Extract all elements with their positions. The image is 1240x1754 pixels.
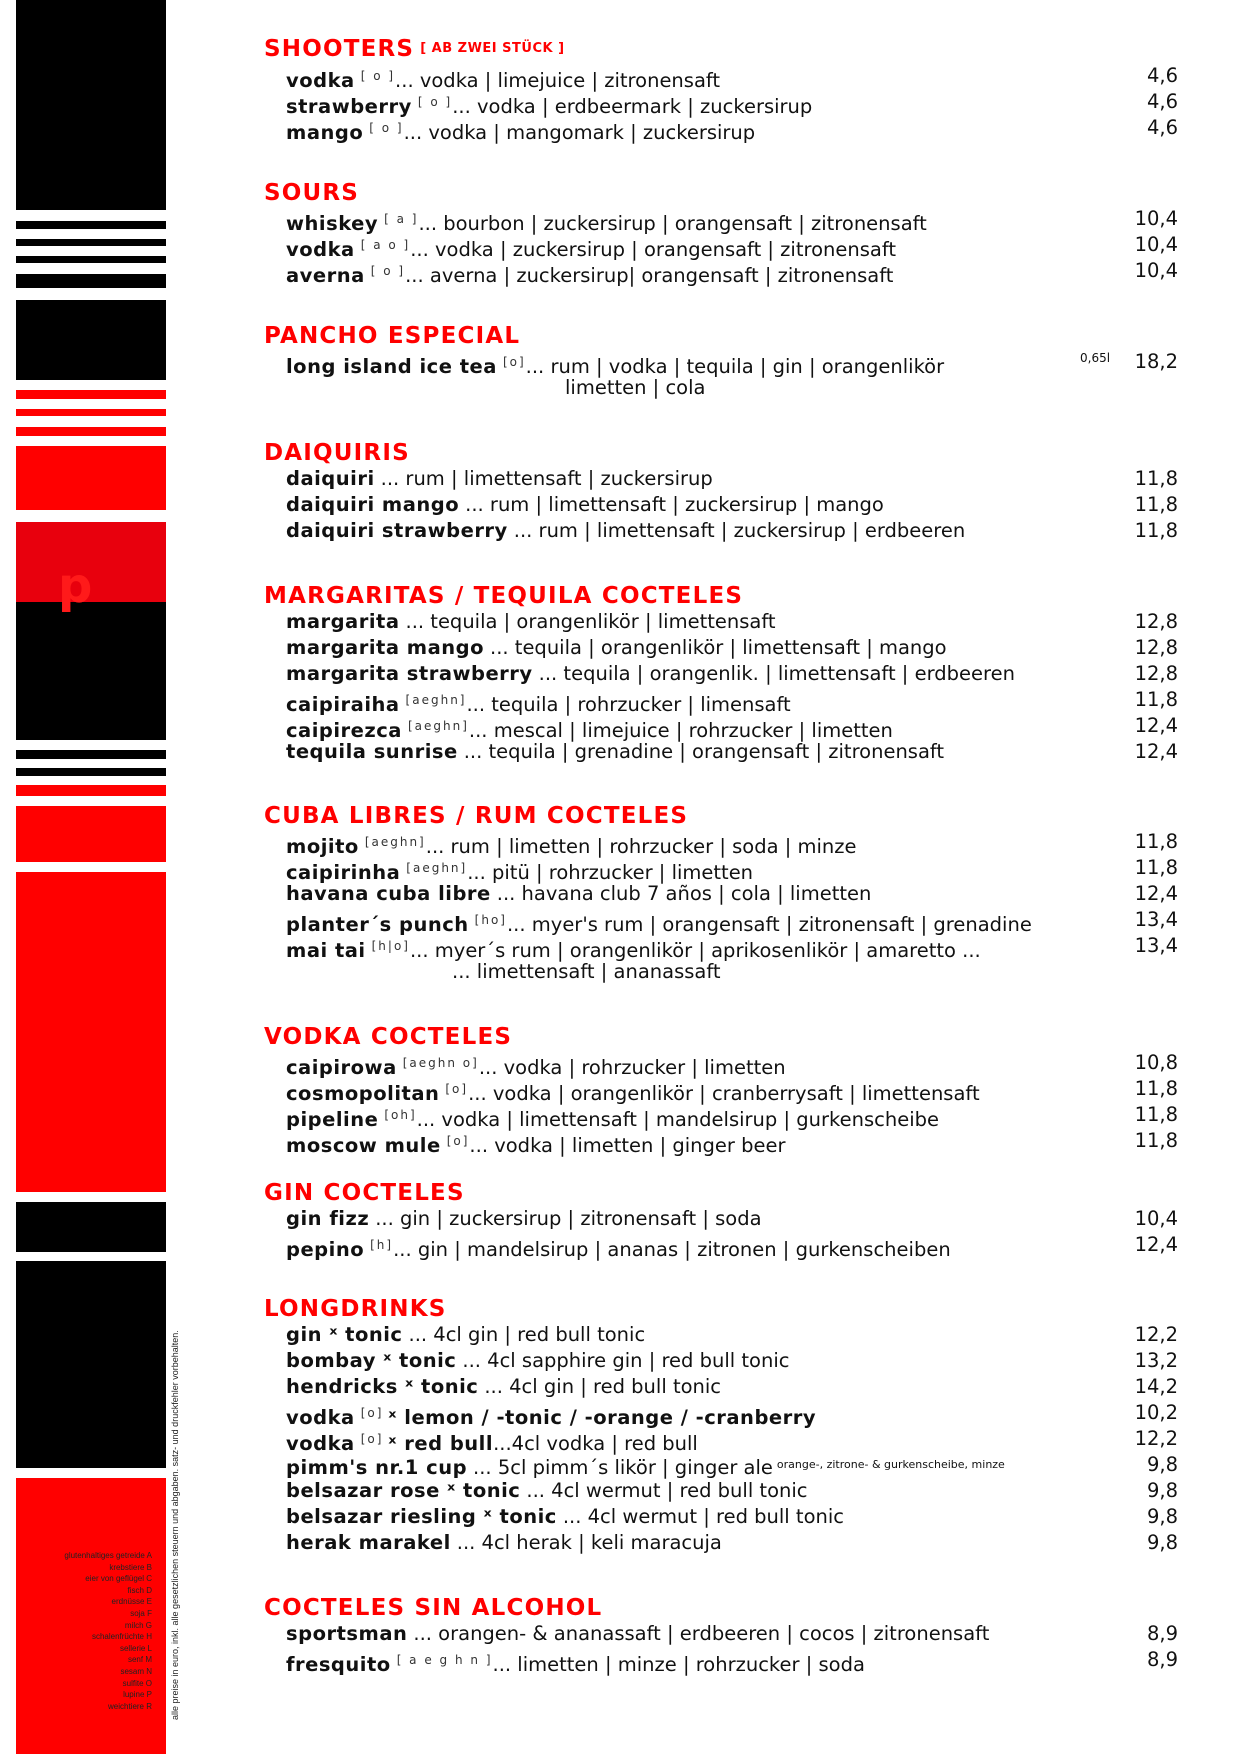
item-price: 18,2 [1134,350,1178,373]
item-name: caipirezca [286,719,402,742]
section-title [264,1180,465,1206]
item-description: ... rum | vodka | tequila | gin | orangenlikör [525,355,945,378]
menu-item [286,1128,1186,1159]
menu-item [286,1452,1186,1481]
item-name: planter´s punch [286,913,469,936]
allergen-code: [o] [360,1406,384,1420]
menu-item [286,635,1186,661]
item-description: ... 4cl wermut | red bull tonic [562,1505,844,1528]
item-name: whiskey [286,212,379,235]
item-name: margarita mango [286,636,484,659]
allergen-code: [aeghn] [405,693,467,707]
item-description: ... tequila | orangenlikör | limettensaft [405,610,776,633]
item-price: 12,8 [1134,662,1178,685]
item-price: 12,8 [1134,610,1178,633]
item-description: ... tequila | grenadine | orangensaft | zitronensaft [463,740,945,763]
item-description: ... vodka | limettensaft | mandelsirup | gurkenscheibe [416,1108,939,1131]
item-description: ... gin | zuckersirup | zitronensaft | soda [375,1207,762,1230]
item-name: averna [286,264,365,287]
allergen-entry: glutenhaltiges getreide A [64,1551,152,1560]
section-title-text: DAIQUIRIS [264,440,410,466]
menu-item [286,115,1186,146]
item-price: 10,4 [1134,233,1178,256]
item-price: 12,2 [1134,1323,1178,1346]
item-description: ... vodka | limejuice | zitronensaft [395,69,721,92]
item-name: fresquito [286,1653,391,1676]
item-name: havana cuba libre [286,882,491,905]
item-description: ... 5cl pimm´s likör | ginger ale [473,1456,773,1479]
item-price: 10,4 [1134,259,1178,282]
item-description: ... 4cl gin | red bull tonic [408,1323,646,1346]
item-name: strawberry [286,95,412,118]
item-price: 4,6 [1146,64,1178,87]
allergen-entry: sesam N [120,1666,152,1676]
item-description: ...4cl vodka | red bull [493,1432,698,1455]
item-price: 12,2 [1134,1427,1178,1450]
item-price: 11,8 [1134,1103,1178,1126]
section-title-text: MARGARITAS / TEQUILA COCTELES [264,583,744,609]
allergen-entry: weichtiere R [107,1701,152,1711]
item-name: long island ice tea [286,355,497,378]
item-name: daiquiri strawberry [286,519,508,542]
item-name-extra: ˣ lemon / -tonic / -orange / -cranberry [388,1406,817,1429]
item-description: ... 4cl herak | keli maracuja [456,1531,722,1554]
item-price: 12,4 [1134,882,1178,905]
item-description: ... rum | limettensaft | zuckersirup | mango [465,493,884,516]
menu-item [286,1647,1186,1678]
item-name: daiquiri mango [286,493,460,516]
item-description: ... 4cl wermut | red bull tonic [526,1479,808,1502]
allergen-code: [oh] [384,1108,417,1122]
item-description: ... rum | limetten | rohrzucker | soda | minze [425,835,857,858]
allergen-code: [ a o ] [360,238,411,252]
item-price: 9,8 [1146,1479,1178,1502]
item-price: 11,8 [1134,1129,1178,1152]
item-name: caipirinha [286,861,401,884]
allergen-code: [ o ] [370,264,406,278]
item-description: ... vodka | rohrzucker | limetten [478,1056,786,1079]
item-description: ... limetten | minze | rohrzucker | soda [492,1653,865,1676]
item-name-extra: ˣ red bull [388,1432,494,1455]
section-title [264,803,688,829]
item-name: pimm's nr.1 cup [286,1456,468,1479]
item-name: bombay ˣ tonic [286,1349,457,1372]
section-title [264,180,359,206]
allergen-code: [ho] [474,913,507,927]
item-description: ... averna | zuckersirup| orangensaft | zitronensaft [405,264,894,287]
menu-item [286,1478,1186,1504]
allergen-entry: soja F [130,1608,152,1618]
section-title-text: GIN COCTELES [264,1180,465,1206]
item-name: belsazar rose ˣ tonic [286,1479,521,1502]
item-description: ... vodka | erdbeermark | zuckersirup [452,95,813,118]
allergen-entry: fisch D [127,1585,152,1595]
allergen-entry: eier von geflügel C [85,1574,152,1584]
section-title-text: CUBA LIBRES / RUM COCTELES [264,803,689,829]
item-price: 13,2 [1134,1349,1178,1372]
section-subtitle: [ AB ZWEI STÜCK ] [420,41,565,56]
item-description: ... vodka | zuckersirup | orangensaft | zitronensaft [410,238,896,261]
item-price: 11,8 [1134,519,1178,542]
allergen-code: [ a ] [384,212,419,226]
item-name: vodka [286,69,355,92]
item-name: mojito [286,835,359,858]
section-title [264,440,410,466]
item-price: 11,8 [1134,856,1178,879]
menu-item [286,609,1186,635]
item-name: pepino [286,1238,365,1261]
item-name: belsazar riesling ˣ tonic [286,1505,557,1528]
item-name: vodka [286,238,355,261]
menu-item [286,1621,1186,1647]
item-description-continued: limetten | cola [565,376,706,399]
item-name: moscow mule [286,1134,441,1157]
item-price: 13,4 [1134,934,1178,957]
item-name: mango [286,121,364,144]
section-title [264,323,520,349]
section-title-text: SHOOTERS [264,36,415,62]
allergen-entry: sulfite O [122,1678,152,1688]
item-name: margarita strawberry [286,662,533,685]
allergen-code: [o] [445,1082,469,1096]
menu-item [286,258,1186,289]
item-price: 12,8 [1134,636,1178,659]
item-price: 10,4 [1134,1207,1178,1230]
item-price: 13,4 [1134,908,1178,931]
menu-item [286,1530,1186,1556]
menu-item [286,1206,1186,1232]
item-price: 4,6 [1146,116,1178,139]
section-title [264,36,565,62]
menu-item [286,881,1186,907]
item-description: ... pitü | rohrzucker | limetten [467,861,754,884]
menu-item [286,933,1186,964]
item-price: 12,4 [1134,714,1178,737]
menu-item [286,1322,1186,1348]
section-title-text: VODKA COCTELES [264,1024,513,1050]
allergen-entry: sellerie L [119,1643,152,1653]
item-price: 11,8 [1134,688,1178,711]
allergen-entry: milch G [124,1620,152,1630]
item-name: mai tai [286,939,366,962]
allergen-code: [aeghn o] [402,1056,479,1070]
item-name: cosmopolitan [286,1082,440,1105]
item-name: herak marakel [286,1531,451,1554]
allergen-code: [h] [370,1238,394,1252]
menu-item [286,1348,1186,1374]
menu-item [286,1504,1186,1530]
section-title-text: PANCHO ESPECIAL [264,323,521,349]
item-name: hendricks ˣ tonic [286,1375,479,1398]
allergen-code: [ o ] [360,69,396,83]
item-price: 11,8 [1134,830,1178,853]
menu-item [286,1232,1186,1263]
item-price: 11,8 [1134,1077,1178,1100]
item-name: sportsman [286,1622,408,1645]
allergen-code: [ o ] [369,121,404,135]
item-description: ... orangen- & ananassaft | erdbeeren | cocos | zitronensaft [413,1622,990,1645]
item-description-continued: ... limettensaft | ananassaft [452,960,721,983]
section-title [264,1296,447,1322]
item-description: ... vodka | mangomark | zuckersirup [403,121,756,144]
item-price: 10,4 [1134,207,1178,230]
item-description: ... tequila | orangenlik. | limettensaft | erdbeeren [538,662,1015,685]
section-title [264,583,743,609]
item-description: ... gin | mandelsirup | ananas | zitronen | gurkenscheiben [393,1238,951,1261]
menu-item [286,466,1186,492]
price-disclaimer: alle preise in euro, inkl. alle gesetzlichen steuern und abgaben. satz- und druckfehler vorbehalten. [170,1330,180,1720]
item-description: ... havana club 7 años | cola | limetten [496,882,872,905]
allergen-entry: senf M [127,1655,152,1665]
logo: p [58,558,93,614]
item-price: 9,8 [1146,1531,1178,1554]
allergen-code: [o] [360,1432,384,1446]
allergen-code: [h|o] [371,939,410,953]
item-description: ... tequila | rohrzucker | limensaft [466,693,791,716]
item-description: ... myer´s rum | orangenlikör | aprikosenlikör | amaretto ... [409,939,981,962]
allergen-entry: krebstiere B [109,1562,152,1572]
item-description: ... mescal | limejuice | rohrzucker | limetten [468,719,893,742]
allergen-code: [o] [446,1134,470,1148]
item-name: caipiraiha [286,693,400,716]
item-price: 11,8 [1134,493,1178,516]
item-description: ... rum | limettensaft | zuckersirup | erdbeeren [513,519,966,542]
allergen-code: [ a e g h n ] [396,1653,493,1667]
item-description: ... myer's rum | orangensaft | zitronensaft | grenadine [506,913,1032,936]
allergen-code: [aeghn] [364,835,426,849]
allergen-entry: schalenfrüchte H [91,1632,152,1642]
item-price: 12,4 [1134,740,1178,763]
item-description: ... vodka | limetten | ginger beer [469,1134,786,1157]
item-name: tequila sunrise [286,740,458,763]
item-price: 9,8 [1146,1505,1178,1528]
allergen-entry: erdnüsse E [111,1597,152,1607]
section-title-text: LONGDRINKS [264,1296,447,1322]
item-description: ... rum | limettensaft | zuckersirup [380,467,713,490]
menu-item [286,739,1186,765]
item-name: gin ˣ tonic [286,1323,403,1346]
item-price: 9,8 [1146,1453,1178,1476]
allergen-entry: lupine P [123,1690,152,1700]
item-description: ... 4cl sapphire gin | red bull tonic [462,1349,790,1372]
item-price: 10,8 [1134,1051,1178,1074]
item-description: ... bourbon | zuckersirup | orangensaft | zitronensaft [418,212,927,235]
menu-item [286,349,1186,380]
allergen-code: [ o ] [417,95,453,109]
item-name: vodka [286,1432,355,1455]
allergen-code: [o] [502,355,526,369]
item-name: gin fizz [286,1207,370,1230]
item-price: 10,2 [1134,1401,1178,1424]
item-price: 14,2 [1134,1375,1178,1398]
section-title [264,1595,602,1621]
allergen-code: [aeghn] [407,719,469,733]
item-description: ... vodka | orangenlikör | cranberrysaft | limettensaft [468,1082,980,1105]
item-name: vodka [286,1406,355,1429]
menu-item [286,661,1186,687]
item-name: daiquiri [286,467,375,490]
section-title [264,1024,512,1050]
item-price: 8,9 [1146,1648,1178,1671]
item-price: 8,9 [1146,1622,1178,1645]
item-price: 11,8 [1134,467,1178,490]
menu-item [286,1374,1186,1400]
item-name: pipeline [286,1108,379,1131]
item-name: margarita [286,610,400,633]
menu-item [286,518,1186,544]
item-description: ... 4cl gin | red bull tonic [484,1375,722,1398]
section-title-text: COCTELES SIN ALCOHOL [264,1595,603,1621]
item-description: ... tequila | orangenlikör | limettensaft | mango [490,636,947,659]
item-volume: 0,65l [1080,351,1111,365]
section-title-text: SOURS [264,180,360,206]
item-price: 4,6 [1146,90,1178,113]
item-price: 12,4 [1134,1233,1178,1256]
menu-item [286,492,1186,518]
allergen-code: [aeghn] [406,861,468,875]
item-name: caipirowa [286,1056,397,1079]
item-note: orange-, zitrone- & gurkenscheibe, minze [776,1458,1005,1471]
